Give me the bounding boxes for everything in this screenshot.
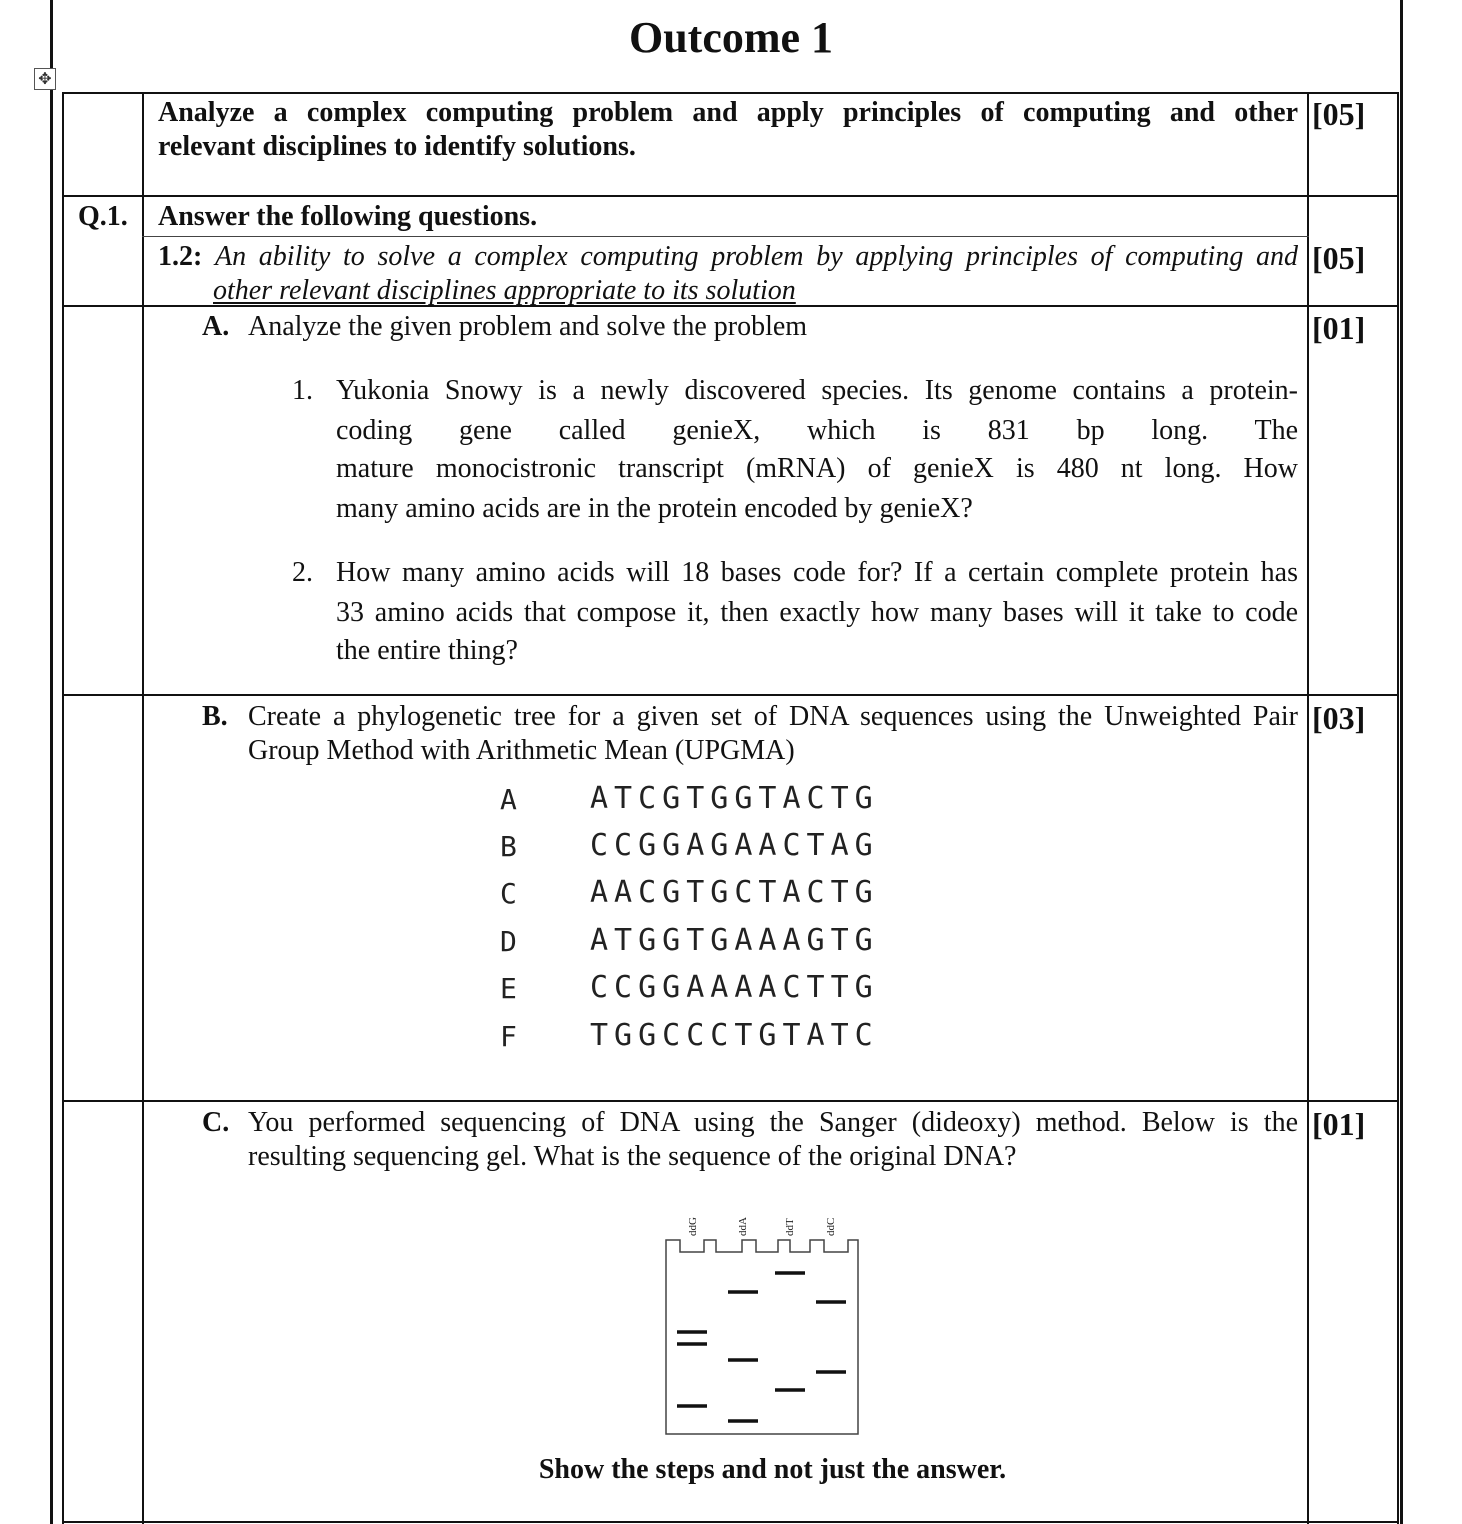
row-line-4	[62, 694, 1399, 696]
part-b-line1: Create a phylogenetic tree for a given set of DNA sequences using the Unweighted Pair	[248, 701, 1298, 732]
outcome-desc-line2: relevant disciplines to identify solutions.	[158, 131, 636, 162]
part-b-mark: [03]	[1312, 700, 1366, 736]
seq-label-a: A	[500, 783, 517, 816]
seq-c: AACGTGCTACTG	[590, 875, 879, 910]
seq-e: CCGGAAAACTTG	[590, 970, 879, 1005]
question-number: Q.1.	[78, 201, 128, 232]
row-line-5	[62, 1100, 1399, 1102]
seq-label-c: C	[500, 877, 517, 910]
question-heading: Answer the following questions.	[158, 201, 538, 232]
item1-line4: many amino acids are in the protein encoded by genieX?	[336, 493, 973, 524]
lane-label-ddc: ddC	[825, 1217, 837, 1236]
row-line-bottom	[62, 1521, 1399, 1523]
seq-label-d: D	[500, 925, 517, 958]
item1-line3: mature monocistronic transcript (mRNA) of genieX is 480 nt long. How	[336, 453, 1298, 484]
instructions-note: Show the steps and not just the answer.	[538, 1454, 1007, 1485]
clo-line1	[158, 240, 1298, 274]
seq-label-b: B	[500, 830, 517, 863]
page-border-right	[1400, 0, 1403, 1524]
item2-line3: the entire thing?	[336, 635, 518, 666]
part-c-letter: C.	[202, 1107, 230, 1138]
item2-line1: How many amino acids will 18 bases code for? If a certain complete protein has	[336, 557, 1298, 588]
seq-d: ATGGTGAAAGTG	[590, 923, 879, 958]
part-a-heading: Analyze the given problem and solve the problem	[248, 311, 808, 342]
seq-b: CCGGAGAACTAG	[590, 828, 879, 863]
page-border-left	[50, 0, 53, 1524]
row-line-top	[62, 92, 1399, 94]
part-c-line1: You performed sequencing of DNA using the Sanger (dideoxy) method. Below is the	[248, 1107, 1298, 1138]
seq-label-e: E	[500, 972, 517, 1005]
clo-line2: other relevant disciplines appropriate to its solution	[213, 275, 796, 306]
seq-label-f: F	[500, 1020, 517, 1053]
seq-f: TGGCCCTGTATC	[590, 1018, 879, 1053]
part-b-line2: Group Method with Arithmetic Mean (UPGMA)	[248, 735, 795, 766]
part-a-letter: A.	[202, 311, 230, 342]
part-c-mark: [01]	[1312, 1106, 1366, 1142]
lane-label-ddt: ddT	[784, 1218, 796, 1236]
item2-number: 2.	[292, 557, 313, 588]
outcome-desc-line1: Analyze a complex computing problem and apply principles of computing and other	[158, 97, 1298, 128]
outcome-mark: [05]	[1312, 96, 1366, 132]
page-title: Outcome 1	[628, 13, 834, 62]
table-move-icon[interactable]: ✥	[34, 68, 56, 90]
clo-label: 1.2:	[158, 241, 203, 272]
clo-text1: An ability to solve a complex computing problem by applying principles of computing and	[215, 241, 1299, 272]
item1-line1: Yukonia Snowy is a newly discovered species. Its genome contains a protein-	[336, 375, 1298, 406]
seq-a: ATCGTGGTACTG	[590, 781, 879, 816]
row-line-1	[62, 195, 1399, 197]
sequencing-gel	[660, 1200, 870, 1440]
item1-line2: coding gene called genieX, which is 831 bp long. The	[336, 415, 1298, 446]
clo-mark: [05]	[1312, 240, 1366, 276]
part-c-line2: resulting sequencing gel. What is the sequence of the original DNA?	[248, 1141, 1017, 1172]
item2-line2: 33 amino acids that compose it, then exactly how many bases will it take to code	[336, 597, 1298, 628]
lane-label-dda: ddA	[737, 1217, 749, 1236]
lane-label-ddg: ddG	[687, 1217, 699, 1236]
row-line-2	[142, 236, 1309, 237]
item1-number: 1.	[292, 375, 313, 406]
part-b-letter: B.	[202, 701, 228, 732]
part-a-mark: [01]	[1312, 310, 1366, 346]
